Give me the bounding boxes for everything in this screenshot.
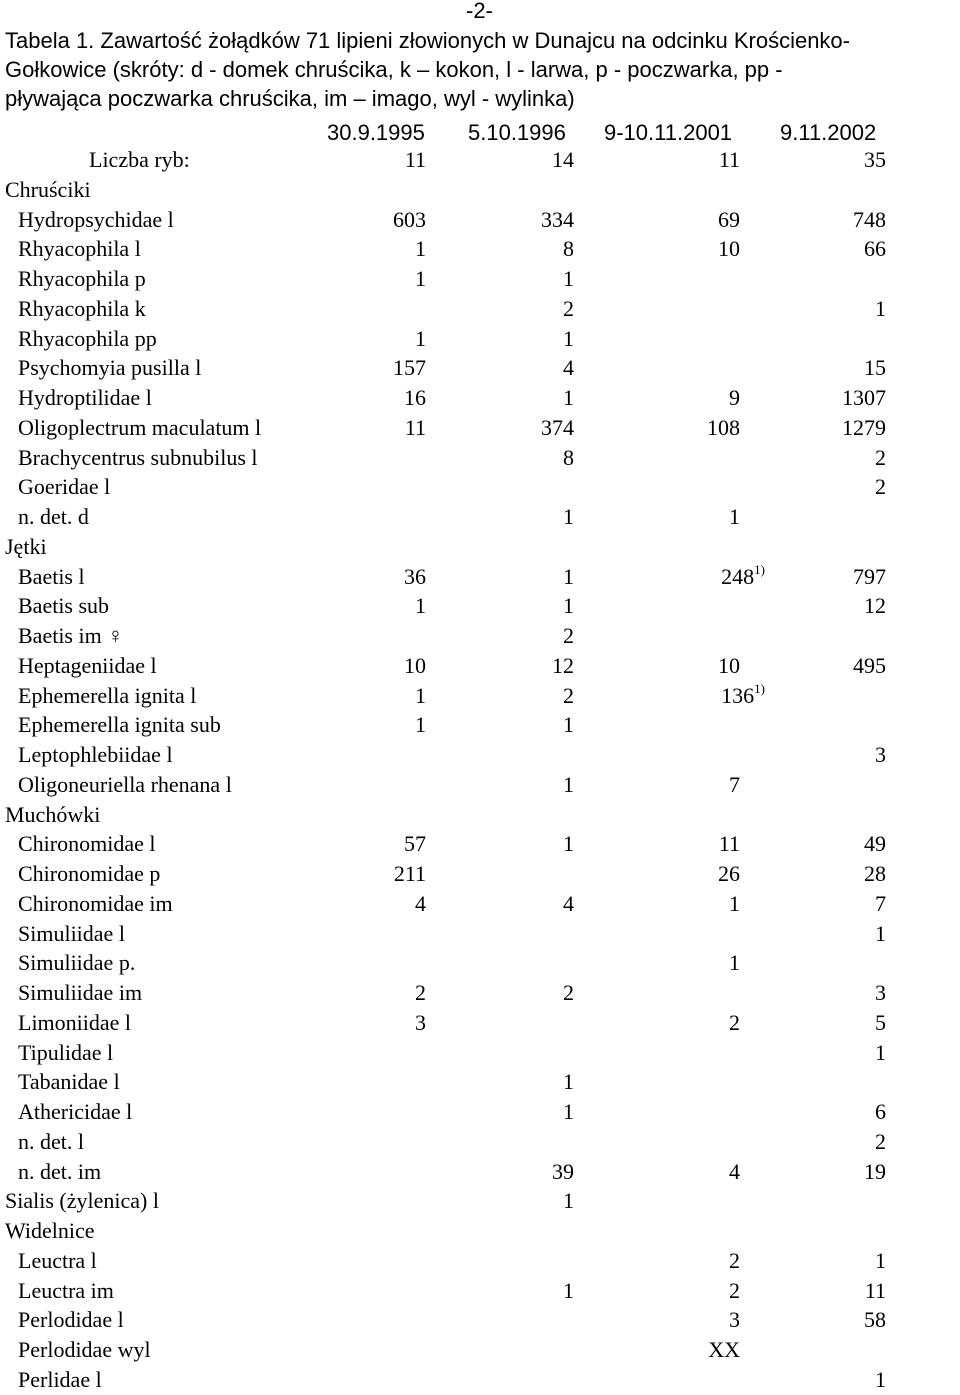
table-cell <box>514 978 574 1008</box>
group-label: Chruściki <box>5 176 91 202</box>
table-cell <box>366 859 426 889</box>
cell-value: 1 <box>875 1366 886 1392</box>
cell-value: 39 <box>552 1158 574 1184</box>
taxon-label: Oligoplectrum maculatum l <box>18 414 262 440</box>
cell-value: 6 <box>875 1099 886 1124</box>
cell-value: 1 <box>415 266 426 291</box>
table-cell <box>680 1008 740 1038</box>
table-cell <box>826 591 886 621</box>
cell-value: 374 <box>541 414 574 440</box>
table-cell <box>366 651 426 681</box>
table-cell <box>680 859 740 889</box>
table-cell <box>366 710 426 740</box>
table-row <box>0 1157 960 1187</box>
table-row <box>0 710 960 740</box>
cell-value: 26 <box>718 861 740 886</box>
cell-value: 12 <box>552 652 574 678</box>
taxon-label: Hydropsychidae l <box>18 206 174 232</box>
group-label: Jętki <box>5 533 47 559</box>
cell-value: 12 <box>864 593 886 619</box>
cell-value: 4 <box>563 355 574 381</box>
fish-count-row <box>0 145 960 175</box>
table-cell <box>514 770 574 800</box>
table-cell <box>514 1276 574 1306</box>
taxon-label: Ephemerella ignita sub <box>18 712 221 738</box>
table-cell <box>366 681 426 711</box>
table-cell <box>514 443 574 473</box>
cell-value: 1 <box>415 682 426 708</box>
taxon-label: Simuliidae l <box>18 920 125 946</box>
table-cell <box>680 205 740 235</box>
group-row <box>0 175 960 205</box>
cell-value: 748 <box>853 206 886 232</box>
cell-value: 2 <box>415 980 426 1005</box>
table-cell <box>366 889 426 919</box>
table-row <box>0 1335 960 1365</box>
group-row <box>0 1216 960 1246</box>
table-row <box>0 1246 960 1276</box>
cell-value: 66 <box>864 236 886 262</box>
footnote-marker: 1) <box>754 680 765 696</box>
table-cell <box>514 353 574 383</box>
table-cell <box>826 1127 886 1157</box>
table-cell <box>366 234 426 264</box>
table-cell <box>826 651 886 681</box>
table-row <box>0 413 960 443</box>
cell-value: XX <box>708 1337 740 1362</box>
table-cell <box>366 324 426 354</box>
cell-value: 1 <box>415 325 426 351</box>
table-cell: 14 <box>552 147 574 172</box>
table-row <box>0 264 960 294</box>
table-cell <box>826 978 886 1008</box>
cell-value: 36 <box>404 563 426 589</box>
cell-value: 3 <box>415 1009 426 1035</box>
table-cell <box>826 889 886 919</box>
taxon-label: Tipulidae l <box>18 1039 114 1065</box>
cell-value: 1 <box>563 504 574 529</box>
table-cell <box>514 1157 574 1187</box>
cell-value: 2 <box>563 980 574 1005</box>
taxon-label: Psychomyia pusilla l <box>18 355 202 381</box>
taxon-label: Rhyacophila p <box>18 266 146 291</box>
cell-value: 2 <box>563 623 574 648</box>
table-cell <box>680 948 740 978</box>
table-row <box>0 1097 960 1127</box>
cell-value: 1 <box>563 593 574 619</box>
table-cell <box>826 1276 886 1306</box>
table-row <box>0 681 960 711</box>
table-cell <box>680 383 740 413</box>
cell-value: 2 <box>563 295 574 321</box>
table-row <box>0 294 960 324</box>
group-label: Muchówki <box>5 801 101 827</box>
taxon-label: Chironomidae im <box>18 890 173 916</box>
table-cell <box>680 1305 740 1335</box>
cell-value: 2 <box>875 474 886 500</box>
date-header: 9-10.11.2001 <box>604 120 733 145</box>
cell-value: 3 <box>875 742 886 767</box>
cell-value: 495 <box>853 652 886 678</box>
cell-value: 28 <box>864 861 886 886</box>
cell-value: 1 <box>563 563 574 589</box>
cell-value: 2 <box>729 1009 740 1035</box>
cell-value: 2 <box>875 1128 886 1154</box>
table-row <box>0 591 960 621</box>
cell-value: 9 <box>729 385 740 410</box>
cell-value: 10 <box>718 236 740 262</box>
table-cell <box>514 502 574 532</box>
table-cell <box>826 383 886 413</box>
cell-value: 7 <box>875 890 886 916</box>
cell-value: 1 <box>563 1099 574 1124</box>
table-cell <box>826 205 886 235</box>
cell-value: 1 <box>729 890 740 916</box>
table-row <box>0 948 960 978</box>
group-label: Sialis (żylenica) l <box>5 1188 159 1214</box>
cell-value: 157 <box>393 355 426 381</box>
cell-value: 211 <box>393 861 426 886</box>
cell-value: 334 <box>541 206 574 232</box>
table-row <box>0 740 960 770</box>
table-cell <box>826 1008 886 1038</box>
date-header: 5.10.1996 <box>468 120 566 145</box>
table-cell <box>514 264 574 294</box>
table-cell <box>680 889 740 919</box>
table-cell <box>514 829 574 859</box>
taxon-label: Baetis im ♀ <box>18 623 124 648</box>
table-cell <box>826 472 886 502</box>
cell-value: 1 <box>563 1277 574 1303</box>
table-cell <box>366 264 426 294</box>
table-cell <box>826 234 886 264</box>
table-cell <box>514 681 574 711</box>
cell-value: 1 <box>875 1039 886 1065</box>
cell-value: 1 <box>729 950 740 976</box>
cell-value: 7 <box>729 771 740 797</box>
table-cell <box>514 1067 574 1097</box>
cell-value: 3 <box>729 1307 740 1333</box>
cell-value: 1 <box>563 1188 574 1214</box>
table-cell <box>680 651 740 681</box>
table-row <box>0 562 960 592</box>
table-cell <box>680 413 740 443</box>
group-row <box>0 1186 960 1216</box>
table-cell <box>514 889 574 919</box>
cell-value: 69 <box>718 206 740 232</box>
cell-value: 1 <box>563 771 574 797</box>
cell-value: 4 <box>563 890 574 916</box>
table-cell <box>826 1097 886 1127</box>
table-cell <box>826 294 886 324</box>
stomach-content-table <box>0 145 960 1395</box>
table-row <box>0 234 960 264</box>
table-row <box>0 1038 960 1068</box>
cell-value: 2 <box>875 444 886 470</box>
cell-value: 8 <box>563 236 574 262</box>
cell-value: 1 <box>415 593 426 619</box>
table-cell <box>680 1157 740 1187</box>
cell-value: 2 <box>729 1277 740 1303</box>
table-cell <box>514 205 574 235</box>
table-cell <box>514 324 574 354</box>
date-header: 9.11.2002 <box>780 120 877 145</box>
cell-value: 16 <box>404 385 426 410</box>
cell-value: 10 <box>404 652 426 678</box>
table-cell <box>514 710 574 740</box>
taxon-label: Chironomidae l <box>18 831 156 857</box>
table-cell <box>826 1038 886 1068</box>
table-cell <box>366 562 426 592</box>
table-cell <box>366 591 426 621</box>
cell-value: 1307 <box>842 385 886 410</box>
table-body <box>0 175 960 1395</box>
taxon-label: Simuliidae p. <box>18 950 136 976</box>
table-row <box>0 770 960 800</box>
fish-count-label: Liczba ryb: <box>89 147 190 172</box>
table-row <box>0 1365 960 1395</box>
cell-value: 1 <box>563 266 574 291</box>
table-cell <box>514 1186 574 1216</box>
table-cell <box>366 1008 426 1038</box>
taxon-label: Tabanidae l <box>18 1069 120 1095</box>
taxon-label: n. det. l <box>18 1128 84 1154</box>
cell-value: 136 <box>721 682 755 708</box>
cell-value: 11 <box>404 414 426 440</box>
cell-value: 1 <box>563 385 574 410</box>
table-cell <box>826 562 886 592</box>
table-row <box>0 383 960 413</box>
table-cell <box>514 591 574 621</box>
cell-value: 57 <box>404 831 426 857</box>
table-row <box>0 829 960 859</box>
taxon-label: Perlodidae wyl <box>18 1337 151 1362</box>
table-cell <box>680 770 740 800</box>
table-row <box>0 1127 960 1157</box>
cell-value: 1 <box>563 831 574 857</box>
table-cell <box>366 205 426 235</box>
table-row <box>0 1305 960 1335</box>
table-cell <box>366 978 426 1008</box>
taxon-label: Brachycentrus subnubilus l <box>18 444 258 470</box>
cell-value: 1 <box>875 1247 886 1273</box>
cell-value: 1 <box>875 295 886 321</box>
table-row <box>0 978 960 1008</box>
table-row <box>0 1008 960 1038</box>
table-cell <box>514 383 574 413</box>
taxon-label: Rhyacophila l <box>18 236 141 262</box>
table-cell <box>366 353 426 383</box>
table-row <box>0 502 960 532</box>
cell-value: 19 <box>864 1158 886 1184</box>
table-cell <box>826 1157 886 1187</box>
table-cell <box>826 740 886 770</box>
taxon-label: Heptageniidae l <box>18 652 157 678</box>
taxon-label: Simuliidae im <box>18 980 143 1005</box>
table-cell <box>514 651 574 681</box>
group-row <box>0 532 960 562</box>
cell-value: 248 <box>721 563 755 589</box>
cell-value: 1 <box>563 1069 574 1095</box>
cell-value: 1 <box>415 712 426 738</box>
table-cell: 11 <box>404 147 426 172</box>
table-row <box>0 443 960 473</box>
cell-value: 108 <box>707 414 740 440</box>
cell-value: 1279 <box>842 414 886 440</box>
table-row <box>0 889 960 919</box>
table-cell: 11 <box>718 147 740 172</box>
cell-value: 5 <box>875 1009 886 1035</box>
footnote-marker: 1) <box>754 561 765 577</box>
taxon-label: Perlidae l <box>18 1366 102 1392</box>
taxon-label: Ephemerella ignita l <box>18 682 197 708</box>
table-cell <box>826 1305 886 1335</box>
taxon-label: Baetis sub <box>18 593 110 619</box>
table-cell: 35 <box>864 147 886 172</box>
table-row <box>0 1067 960 1097</box>
cell-value: 49 <box>864 831 886 857</box>
table-row <box>0 919 960 949</box>
cell-value: 1 <box>563 712 574 738</box>
table-cell <box>680 681 765 711</box>
taxon-label: Oligoneuriella rhenana l <box>18 771 232 797</box>
table-cell <box>366 383 426 413</box>
cell-value: 1 <box>875 920 886 946</box>
table-cell <box>826 1365 886 1395</box>
table-cell <box>680 1335 740 1365</box>
table-cell <box>514 1097 574 1127</box>
table-row <box>0 651 960 681</box>
cell-value: 11 <box>864 1277 886 1303</box>
cell-value: 2 <box>563 682 574 708</box>
table-cell <box>514 562 574 592</box>
table-cell <box>680 1276 740 1306</box>
cell-value: 58 <box>864 1307 886 1333</box>
taxon-label: Perlodidae l <box>18 1307 124 1333</box>
taxon-label: Baetis l <box>18 563 85 589</box>
table-cell <box>514 234 574 264</box>
group-row <box>0 800 960 830</box>
table-cell <box>826 859 886 889</box>
table-cell <box>826 443 886 473</box>
table-cell <box>826 353 886 383</box>
table-cell <box>514 413 574 443</box>
table-cell <box>680 829 740 859</box>
page-number: -2- <box>466 0 493 23</box>
cell-value: 1 <box>415 236 426 262</box>
cell-value: 603 <box>393 206 426 232</box>
table-cell <box>366 413 426 443</box>
table-row <box>0 859 960 889</box>
taxon-label: Leptophlebiidae l <box>18 742 173 767</box>
cell-value: 4 <box>729 1158 740 1184</box>
table-cell <box>680 502 740 532</box>
table-cell <box>514 621 574 651</box>
taxon-label: Leuctra im <box>18 1277 114 1303</box>
table-cell <box>680 234 740 264</box>
table-cell <box>680 562 765 592</box>
cell-value: 2 <box>729 1247 740 1273</box>
cell-value: 8 <box>563 444 574 470</box>
table-cell <box>826 413 886 443</box>
table-row <box>0 621 960 651</box>
table-row <box>0 1276 960 1306</box>
table-row <box>0 353 960 383</box>
taxon-label: n. det. im <box>18 1158 102 1184</box>
table-cell <box>366 829 426 859</box>
cell-value: 1 <box>729 504 740 529</box>
cell-value: 797 <box>853 563 886 589</box>
table-cell <box>826 829 886 859</box>
table-cell <box>680 1246 740 1276</box>
cell-value: 15 <box>864 355 886 381</box>
group-label: Widelnice <box>5 1218 95 1243</box>
taxon-label: Rhyacophila pp <box>18 325 157 351</box>
table-cell <box>826 919 886 949</box>
taxon-label: Chironomidae p <box>18 861 161 886</box>
cell-value: 10 <box>718 652 740 678</box>
table-row <box>0 324 960 354</box>
date-header: 30.9.1995 <box>327 120 425 145</box>
taxon-label: Rhyacophila k <box>18 295 146 321</box>
taxon-label: n. det. d <box>18 504 89 529</box>
table-row <box>0 205 960 235</box>
date-header-row <box>0 118 960 147</box>
table-cell <box>514 294 574 324</box>
table-caption: Tabela 1. Zawartość żołądków 71 lipieni złowionych w Dunajcu na odcinku Krościenko- Gołkowice (skróty: d - domek chruścika, k – kokon, l - larwa, p - poczwarka, pp - pływająca poczwarka chruścika, im – imago, wyl - wylinka) <box>5 28 850 111</box>
taxon-label: Hydroptilidae l <box>18 385 152 410</box>
taxon-label: Limoniidae l <box>18 1009 132 1035</box>
cell-value: 11 <box>718 831 740 857</box>
table-row <box>0 472 960 502</box>
taxon-label: Goeridae l <box>18 474 111 500</box>
cell-value: 1 <box>563 325 574 351</box>
taxon-label: Leuctra l <box>18 1247 97 1273</box>
table-cell <box>826 1246 886 1276</box>
cell-value: 3 <box>875 980 886 1005</box>
cell-value: 4 <box>415 890 426 916</box>
taxon-label: Athericidae l <box>18 1099 133 1124</box>
